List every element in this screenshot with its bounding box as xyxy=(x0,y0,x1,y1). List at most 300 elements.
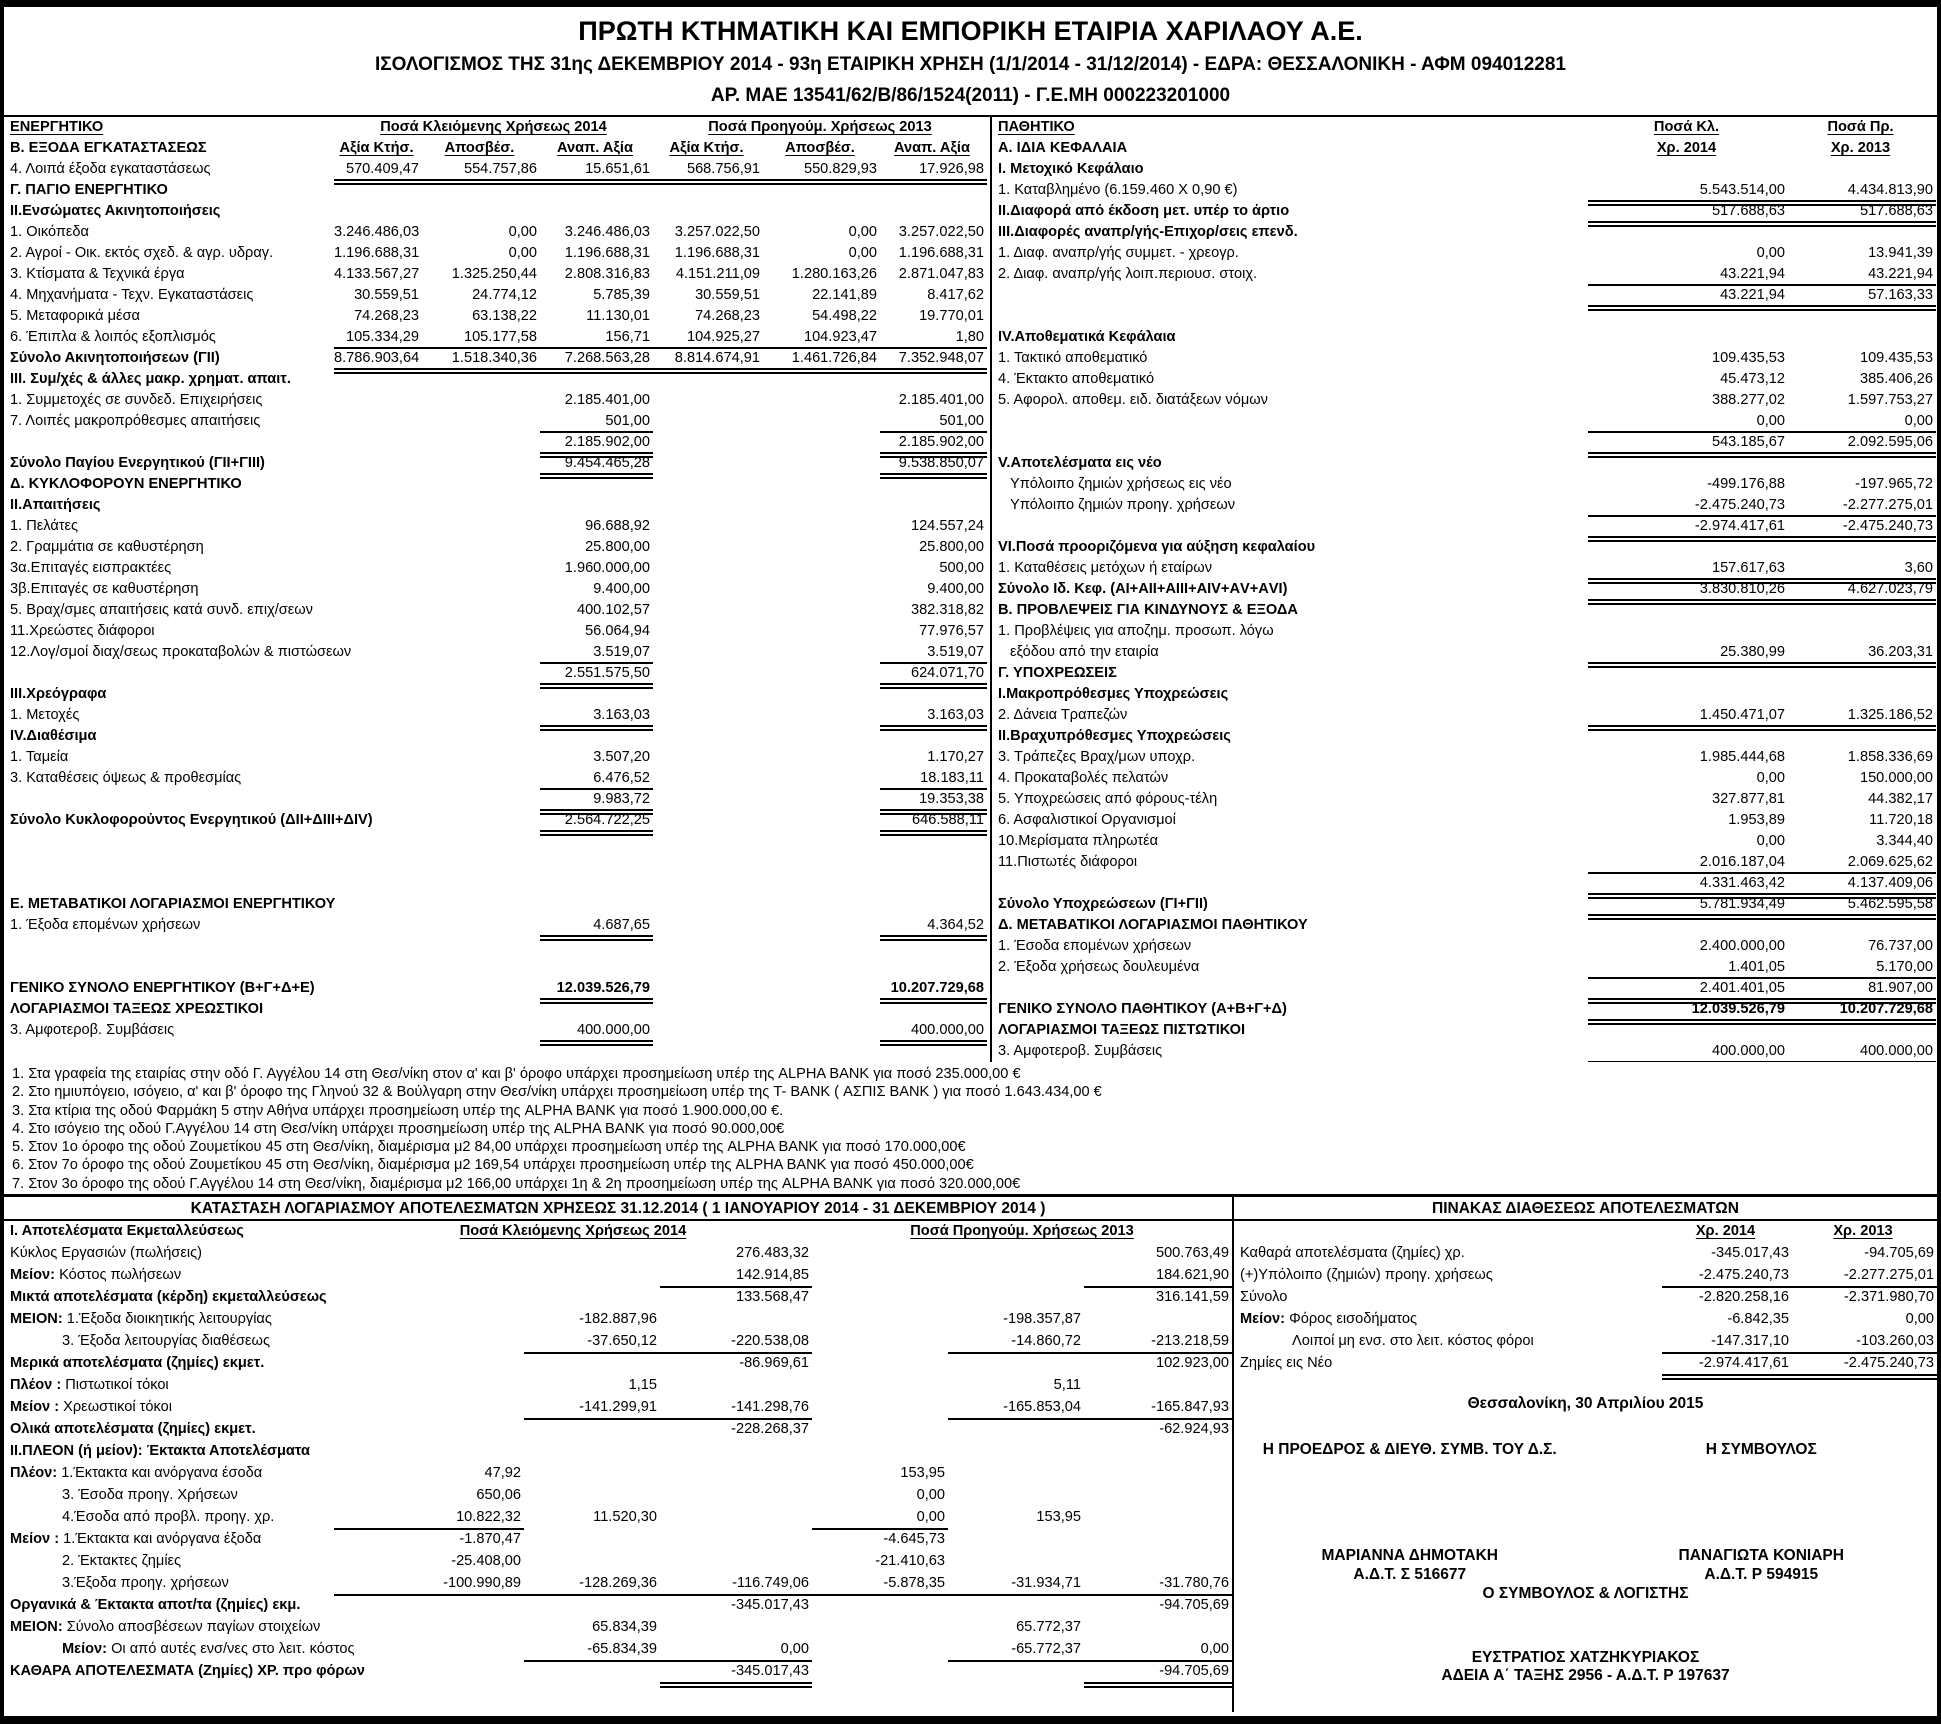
amount-cell xyxy=(422,642,540,664)
amount-cell: 153,95 xyxy=(1036,1509,1081,1525)
amount-cell xyxy=(1788,159,1936,180)
table-row xyxy=(4,1287,1232,1309)
amount-cell: -65.772,37 xyxy=(948,1639,1084,1662)
amount-cell xyxy=(1588,159,1788,180)
amount-cell: 0,00 xyxy=(660,1639,812,1662)
amount-cell xyxy=(653,726,763,747)
amount-cell xyxy=(422,873,540,894)
row-label: 2. Έκτακτες ζημίες xyxy=(62,1553,182,1569)
amount-cell: -2.475.240,73 xyxy=(1788,516,1936,542)
note-line: 7. Στον 3ο όροφο της οδού Γ.Αγγέλου 14 στη Θεσ/νίκη, διαμέρισμα μ2 166,00 υπάρχει 1η & 2η προσημείωση υπέρ της ALPHA BANK για ποσό 320.000,00€ xyxy=(12,1175,1021,1192)
amount-cell xyxy=(660,1529,812,1551)
amount-cell xyxy=(524,1265,660,1288)
row-label: 3α.Επιταγές εισπρακτέες xyxy=(10,560,172,576)
amount-cell xyxy=(1084,1617,1232,1639)
amount-cell: -182.887,96 xyxy=(579,1311,657,1327)
amount-cell: 5.543.514,00 xyxy=(1588,180,1788,206)
column-header: Αξία Κτήσ. xyxy=(339,140,414,156)
row-label: 1. Ταμεία xyxy=(10,749,69,765)
row-label: 4. Μηχανήματα - Τεχν. Εγκαταστάσεις xyxy=(10,287,254,303)
table-row xyxy=(4,159,990,180)
amount-cell: 77.976,57 xyxy=(919,623,984,639)
amount-cell: -2.974.417,61 xyxy=(1662,1353,1792,1380)
amount-cell xyxy=(948,1595,1084,1617)
row-label: 1. Μετοχές xyxy=(10,707,80,723)
amount-cell: 5.462.595,58 xyxy=(1788,894,1936,920)
amount-cell: 7.268.563,28 xyxy=(540,348,653,374)
amount-cell xyxy=(334,1661,524,1688)
amount-cell xyxy=(1084,1375,1232,1397)
table-row xyxy=(4,1529,1232,1551)
table-row xyxy=(992,159,1937,180)
row-label: 1. Πελάτες xyxy=(10,518,79,534)
amount-cell xyxy=(948,1441,1084,1463)
amount-cell: 9.538.850,07 xyxy=(880,453,987,479)
row-label: Μείον: Κόστος πωλήσεων xyxy=(10,1267,182,1283)
amount-cell xyxy=(660,1551,812,1573)
row-label: 1. Τακτικό αποθεματικό xyxy=(998,350,1148,366)
amount-cell xyxy=(653,411,763,433)
amount-cell: 0,00 xyxy=(1588,411,1788,433)
amount-cell xyxy=(653,474,763,495)
table-row xyxy=(4,1309,1232,1331)
table-row xyxy=(992,600,1937,621)
amount-cell xyxy=(763,621,880,642)
amount-cell: 4.364,52 xyxy=(880,915,987,941)
amount-cell: -213.218,59 xyxy=(1084,1331,1232,1354)
amount-cell xyxy=(334,1331,524,1354)
table-row xyxy=(4,1551,1232,1573)
table-row xyxy=(992,852,1937,873)
table-row xyxy=(4,348,990,369)
amount-cell xyxy=(812,1397,948,1420)
amount-cell: 3.163,03 xyxy=(540,705,653,731)
amount-cell xyxy=(880,684,987,705)
table-row xyxy=(992,705,1937,726)
amount-cell: -103.260,03 xyxy=(1792,1331,1937,1354)
amount-cell: 0,00 xyxy=(1756,245,1785,261)
amount-cell: 2.551.575,50 xyxy=(540,663,653,689)
table-row xyxy=(4,369,990,390)
column-header: Αποσβέσ. xyxy=(444,140,515,156)
amount-cell: 25.380,99 xyxy=(1588,642,1788,668)
income-rows xyxy=(4,1243,1232,1683)
table-row xyxy=(992,285,1937,306)
table-row xyxy=(4,474,990,495)
amount-cell: 2.016.187,04 xyxy=(1588,852,1788,874)
amount-cell: 81.907,00 xyxy=(1788,978,1936,1004)
amount-cell xyxy=(334,390,422,411)
amount-cell: 2.401.401,05 xyxy=(1588,978,1788,1004)
row-label: 7. Λοιπές μακροπρόθεσμες απαιτήσεις xyxy=(10,413,261,429)
amount-cell xyxy=(660,1375,812,1397)
amount-cell xyxy=(334,1309,524,1331)
amount-cell xyxy=(422,495,540,516)
amount-cell xyxy=(653,369,763,390)
row-label: 2. Διαφ. αναπρ/γής λοιπ.περιουσ. στοιχ. xyxy=(998,266,1258,282)
table-row xyxy=(4,621,990,642)
row-label: ΙV.Διαθέσιμα xyxy=(10,728,97,744)
table-row xyxy=(992,936,1937,957)
amount-cell: 1.196.688,31 xyxy=(674,245,760,261)
table-row xyxy=(4,306,990,327)
amount-cell: 7.352.948,07 xyxy=(880,348,987,374)
amount-cell: 153,95 xyxy=(900,1465,945,1481)
row-label: 3β.Επιταγές σε καθυστέρηση xyxy=(10,581,199,597)
row-label: Μερικά αποτελέσματα (ζημίες) εκμετ. xyxy=(10,1355,265,1371)
table-row xyxy=(4,1639,1232,1661)
amount-cell xyxy=(524,1243,660,1265)
amount-cell: 156,71 xyxy=(540,327,653,349)
balance-sheet-body xyxy=(4,117,1937,1062)
table-row xyxy=(992,180,1937,201)
amount-cell xyxy=(334,642,422,664)
row-label: 4.Έσοδα από προβλ. προηγ. χρ. xyxy=(62,1509,275,1525)
row-label xyxy=(4,936,334,957)
row-label: 3. Αμφοτεροβ. Συμβάσεις xyxy=(10,1022,175,1038)
signature-name-center: ΕΥΣΤΡΑΤΙΟΣ ΧΑΤΖΗΚΥΡΙΑΚΟΣ xyxy=(1471,1649,1700,1666)
amount-cell xyxy=(948,1485,1084,1507)
amount-cell: -94.705,69 xyxy=(1084,1661,1232,1688)
amount-cell: -62.924,93 xyxy=(1159,1421,1229,1437)
table-row xyxy=(992,369,1937,390)
amount-cell xyxy=(1788,453,1936,474)
amount-cell xyxy=(524,1287,660,1309)
amount-cell xyxy=(763,390,880,411)
row-label: ΙV.Αποθεματικά Κεφάλαια xyxy=(998,329,1176,345)
amount-cell: 501,00 xyxy=(880,411,987,433)
table-row xyxy=(4,1397,1232,1419)
amount-cell xyxy=(1084,1551,1232,1573)
table-row xyxy=(4,1573,1232,1595)
row-label: Μείον: Φόρος εισοδήματος xyxy=(1240,1311,1418,1327)
amount-cell xyxy=(334,201,422,222)
amount-cell: 96.688,92 xyxy=(585,518,650,534)
amount-cell: 3.519,07 xyxy=(880,642,987,664)
row-label: Ζημίες εις Νέο xyxy=(1240,1355,1333,1371)
amount-cell xyxy=(763,852,880,873)
amount-cell xyxy=(422,474,540,495)
amount-cell: 570.409,47 xyxy=(334,159,422,185)
amount-cell: 624.071,70 xyxy=(880,663,987,689)
amount-cell xyxy=(1588,1020,1788,1041)
amount-cell xyxy=(1588,684,1788,705)
signature-ids xyxy=(1234,1566,1937,1584)
row-label: 3. Έσοδα προηγ. Χρήσεων xyxy=(62,1487,238,1503)
amount-cell xyxy=(763,936,880,957)
amount-cell xyxy=(763,999,880,1020)
amount-cell xyxy=(422,1020,540,1046)
amount-cell xyxy=(880,495,987,516)
amount-cell: 6.476,52 xyxy=(540,768,653,790)
income-group-2014: Ποσά Κλειόμενης Χρήσεως 2014 xyxy=(459,1223,687,1239)
amount-cell xyxy=(660,1485,812,1507)
row-label: 11.Χρεώστες διάφοροι xyxy=(10,623,155,639)
amount-cell: 1.170,27 xyxy=(927,749,984,765)
amount-cell: -2.277.275,01 xyxy=(1788,495,1936,517)
amount-cell xyxy=(422,411,540,433)
amount-cell xyxy=(812,1419,948,1441)
amount-cell xyxy=(422,747,540,768)
row-label: 5. Μεταφορικά μέσα xyxy=(10,308,140,324)
amount-cell xyxy=(422,390,540,411)
amount-cell: 400.000,00 xyxy=(880,1020,987,1046)
amount-cell xyxy=(948,1463,1084,1485)
mortgage-notes xyxy=(4,1062,1937,1194)
amount-cell xyxy=(1084,1507,1232,1530)
amount-cell xyxy=(653,852,763,873)
amount-cell xyxy=(763,831,880,852)
amount-cell: 1.518.340,36 xyxy=(422,348,540,374)
amount-cell xyxy=(524,1419,660,1441)
registry-numbers: ΑΡ. ΜΑΕ 13541/62/Β/86/1524(2011) - Γ.Ε.ΜΗ 000223201000 xyxy=(710,85,1231,106)
table-row xyxy=(992,747,1937,768)
amount-cell xyxy=(880,936,987,957)
amount-cell xyxy=(422,180,540,201)
amount-cell: 517.688,63 xyxy=(1588,201,1788,227)
assets-group-2014: Ποσά Κλειόμενης Χρήσεως 2014 xyxy=(380,119,607,135)
assets-title: ΕΝΕΡΓΗΤΙΚΟ xyxy=(10,119,104,135)
amount-cell: 17.926,98 xyxy=(880,159,987,185)
amount-cell: 18.183,11 xyxy=(880,768,987,790)
liabilities-rows xyxy=(992,138,1937,1062)
amount-cell: 1.280.163,26 xyxy=(791,266,877,282)
amount-cell xyxy=(540,684,653,705)
amount-cell xyxy=(540,474,653,495)
table-row xyxy=(1234,1353,1937,1375)
amount-cell: -116.749,06 xyxy=(660,1573,812,1596)
amount-cell: 3.246.486,03 xyxy=(334,224,420,240)
amount-cell xyxy=(1588,222,1788,243)
amount-cell xyxy=(660,1507,812,1530)
table-row xyxy=(992,348,1937,369)
amount-cell xyxy=(334,180,422,201)
amount-cell xyxy=(422,726,540,747)
amount-cell xyxy=(653,1020,763,1046)
assets-group-2013: Ποσά Προηγούμ. Χρήσεως 2013 xyxy=(708,119,932,135)
amount-cell: 2.185.401,00 xyxy=(898,392,984,408)
row-label: V.Αποτελέσματα εις νέο xyxy=(998,455,1162,471)
liabilities-col-2014: Ποσά Κλ. xyxy=(1653,119,1720,135)
amount-cell: 4.133.567,27 xyxy=(334,266,420,282)
amount-cell xyxy=(880,852,987,873)
table-row xyxy=(992,999,1937,1020)
row-label: 2. Έξοδα χρήσεως δουλευμένα xyxy=(998,959,1200,975)
table-row xyxy=(4,495,990,516)
amount-cell xyxy=(880,369,987,390)
amount-cell xyxy=(334,600,422,621)
row-label: ΙΙΙ.Χρεόγραφα xyxy=(10,686,107,702)
amount-cell xyxy=(812,1595,948,1617)
amount-cell xyxy=(763,873,880,894)
amount-cell xyxy=(763,1020,880,1046)
amount-cell: -1.870,47 xyxy=(459,1531,521,1547)
row-label: 4. Έκτακτο αποθεματικό xyxy=(998,371,1155,387)
amount-cell xyxy=(422,516,540,537)
amount-cell xyxy=(422,621,540,642)
table-row xyxy=(4,1617,1232,1639)
amount-cell xyxy=(812,1353,948,1375)
row-label: 5. Βραχ/σμες απαιτήσεις κατά συνδ. επιχ/σεων xyxy=(10,602,313,618)
row-label: Πλέον : Πιστωτικοί τόκοι xyxy=(10,1377,169,1393)
amount-cell xyxy=(660,1309,812,1331)
amount-cell xyxy=(1588,621,1788,642)
amount-cell xyxy=(334,411,422,433)
row-label: ΛΟΓΑΡΙΑΣΜΟΙ ΤΑΞΕΩΣ ΠΙΣΤΩΤΙΚΟΙ xyxy=(998,1022,1246,1038)
table-row xyxy=(1234,1331,1937,1353)
table-row xyxy=(992,453,1937,474)
amount-cell xyxy=(653,957,763,978)
amount-cell xyxy=(948,1353,1084,1375)
amount-cell xyxy=(540,999,653,1020)
amount-cell: -2.974.417,61 xyxy=(1588,516,1788,542)
table-row xyxy=(992,915,1937,936)
amount-cell xyxy=(422,831,540,852)
amount-cell xyxy=(948,1419,1084,1441)
amount-cell: 400.102,57 xyxy=(576,602,650,618)
column-header: Αναπ. Αξία xyxy=(894,140,970,156)
amount-cell xyxy=(763,474,880,495)
amount-cell: 0,00 xyxy=(1788,411,1936,433)
amount-cell xyxy=(653,600,763,621)
amount-cell: 1.461.726,84 xyxy=(763,348,880,374)
amount-cell: -2.475.240,73 xyxy=(1662,1265,1792,1288)
table-row xyxy=(992,411,1937,432)
amount-cell: 1.953,89 xyxy=(1728,812,1785,828)
row-label: Γ. ΥΠΟΧΡΕΩΣΕΙΣ xyxy=(998,665,1117,681)
amount-cell xyxy=(422,558,540,579)
amount-cell: 327.877,81 xyxy=(1711,791,1785,807)
row-label xyxy=(4,873,334,894)
amount-cell: 11.130,01 xyxy=(586,308,650,324)
amount-cell xyxy=(422,768,540,790)
amount-cell xyxy=(653,642,763,664)
table-row xyxy=(4,726,990,747)
amount-cell xyxy=(763,747,880,768)
amount-cell: -165.847,93 xyxy=(1084,1397,1232,1420)
amount-cell: -345.017,43 xyxy=(731,1597,809,1613)
row-label: ΓΕΝΙΚΟ ΣΥΝΟΛΟ ΠΑΘΗΤΙΚΟΥ (Α+Β+Γ+Δ) xyxy=(998,1001,1287,1017)
amount-cell xyxy=(524,1661,660,1688)
row-label: 3. Κτίσματα & Τεχνικά έργα xyxy=(10,266,185,282)
amount-cell xyxy=(334,957,422,978)
amount-cell: 400.000,00 xyxy=(1788,1041,1936,1062)
table-row xyxy=(4,1243,1232,1265)
table-row xyxy=(4,642,990,663)
row-label: 6. Έπιπλα & λοιπός εξοπλισμός xyxy=(10,329,216,345)
assets-rows xyxy=(4,138,990,1041)
amount-cell: 1.196.688,31 xyxy=(564,245,650,261)
row-label: ΙΙ.Διαφορά από έκδοση μετ. υπέρ το άρτιο xyxy=(998,203,1290,219)
amount-cell xyxy=(1084,1485,1232,1507)
row-label: 5. Αφορολ. αποθεμ. ειδ. διατάξεων νόμων xyxy=(998,392,1268,408)
row-label: Σύνολο Ιδ. Κεφ. (ΑΙ+ΑΙΙ+ΑΙΙΙ+ΑΙV+ΑV+ΑVΙ) xyxy=(998,581,1288,597)
amount-cell xyxy=(880,894,987,915)
table-row xyxy=(4,684,990,705)
amount-cell: 1.597.753,27 xyxy=(1847,392,1933,408)
amount-cell xyxy=(812,1375,948,1397)
amount-cell: -21.410,63 xyxy=(875,1553,945,1569)
table-row xyxy=(4,600,990,621)
amount-cell: 65.772,37 xyxy=(1016,1619,1081,1635)
note-line: 1. Στα γραφεία της εταιρίας στην οδό Γ. Αγγέλου 14 στη Θεσ/νίκη στον α' και β' όροφο υπάρχει προσημείωση υπέρ της ALPHA BANK για ποσό 235.000,00 € xyxy=(12,1066,1021,1082)
amount-cell: -5.878,35 xyxy=(812,1573,948,1596)
amount-cell xyxy=(763,684,880,705)
row-label: 2. Δάνεια Τραπεζών xyxy=(998,707,1128,723)
amount-cell xyxy=(1588,663,1788,684)
row-label: Δ. ΜΕΤΑΒΑΤΙΚΟΙ ΛΟΓΑΡΙΑΣΜΟΙ ΠΑΘΗΤΙΚΟΥ xyxy=(998,917,1308,933)
row-label: 12.Λογ/σμοί διαχ/σεως προκαταβολών & πιστώσεων xyxy=(10,644,352,660)
amount-cell xyxy=(540,894,653,915)
table-row xyxy=(4,432,990,453)
amount-cell: 4.434.813,90 xyxy=(1788,180,1936,206)
amount-cell: 65.834,39 xyxy=(592,1619,657,1635)
amount-cell xyxy=(524,1463,660,1485)
table-row xyxy=(992,264,1937,285)
amount-cell xyxy=(540,852,653,873)
amount-cell: 13.941,39 xyxy=(1868,245,1933,261)
amount-cell xyxy=(1788,684,1936,705)
row-label xyxy=(992,306,1588,327)
amount-cell: 2.092.595,06 xyxy=(1788,432,1936,458)
amount-cell xyxy=(1788,327,1936,348)
amount-cell xyxy=(1084,1463,1232,1485)
amount-cell: 5,11 xyxy=(1053,1377,1081,1393)
row-label: 1. Καταθέσεις μετόχων ή εταίρων xyxy=(998,560,1213,576)
amount-cell xyxy=(334,768,422,790)
amount-cell xyxy=(948,1265,1084,1288)
table-row xyxy=(992,621,1937,642)
row-label: 11.Πιστωτές διάφοροι xyxy=(998,854,1138,870)
amount-cell xyxy=(334,1287,524,1309)
table-row xyxy=(4,579,990,600)
amount-cell xyxy=(653,873,763,894)
table-row xyxy=(992,894,1937,915)
amount-cell: 11.520,30 xyxy=(593,1509,657,1525)
amount-cell: 5.781.934,49 xyxy=(1588,894,1788,920)
amount-cell xyxy=(880,180,987,201)
table-row xyxy=(4,894,990,915)
amount-cell: 1,80 xyxy=(880,327,987,349)
amount-cell: 184.621,90 xyxy=(1084,1265,1232,1288)
amount-cell xyxy=(1788,537,1936,558)
amount-cell xyxy=(763,894,880,915)
row-label: ΛΟΓΑΡΙΑΣΜΟΙ ΤΑΞΕΩΣ ΧΡΕΩΣΤΙΚΟΙ xyxy=(10,1001,264,1017)
amount-cell xyxy=(880,201,987,222)
table-row xyxy=(4,1331,1232,1353)
table-row xyxy=(4,768,990,789)
amount-cell xyxy=(660,1441,812,1463)
amount-cell xyxy=(948,1551,1084,1573)
table-row xyxy=(992,306,1937,327)
amount-cell: 3.519,07 xyxy=(540,642,653,664)
amount-cell: 4.627.023,79 xyxy=(1788,579,1936,605)
amount-cell xyxy=(1588,915,1788,936)
amount-cell: 3.246.486,03 xyxy=(564,224,650,240)
table-row xyxy=(4,1463,1232,1485)
row-label: Οργανικά & Έκτακτα αποτ/τα (ζημίες) εκμ. xyxy=(10,1597,301,1613)
amount-cell: 10.207.729,68 xyxy=(880,978,987,1004)
amount-cell: 2.400.000,00 xyxy=(1699,938,1785,954)
row-label: Λοιποί μη ενσ. στο λειτ. κόστος φόροι xyxy=(1292,1333,1534,1349)
table-row xyxy=(4,222,990,243)
column-header: Χρ. 2013 xyxy=(1830,140,1891,156)
amount-cell xyxy=(334,537,422,558)
amount-cell xyxy=(334,1639,524,1662)
row-label: Β. ΕΞΟΔΑ ΕΓΚΑΤΑΣΤΑΣΕΩΣ xyxy=(10,140,207,156)
amount-cell xyxy=(540,936,653,957)
amount-cell: 19.770,01 xyxy=(919,308,984,324)
